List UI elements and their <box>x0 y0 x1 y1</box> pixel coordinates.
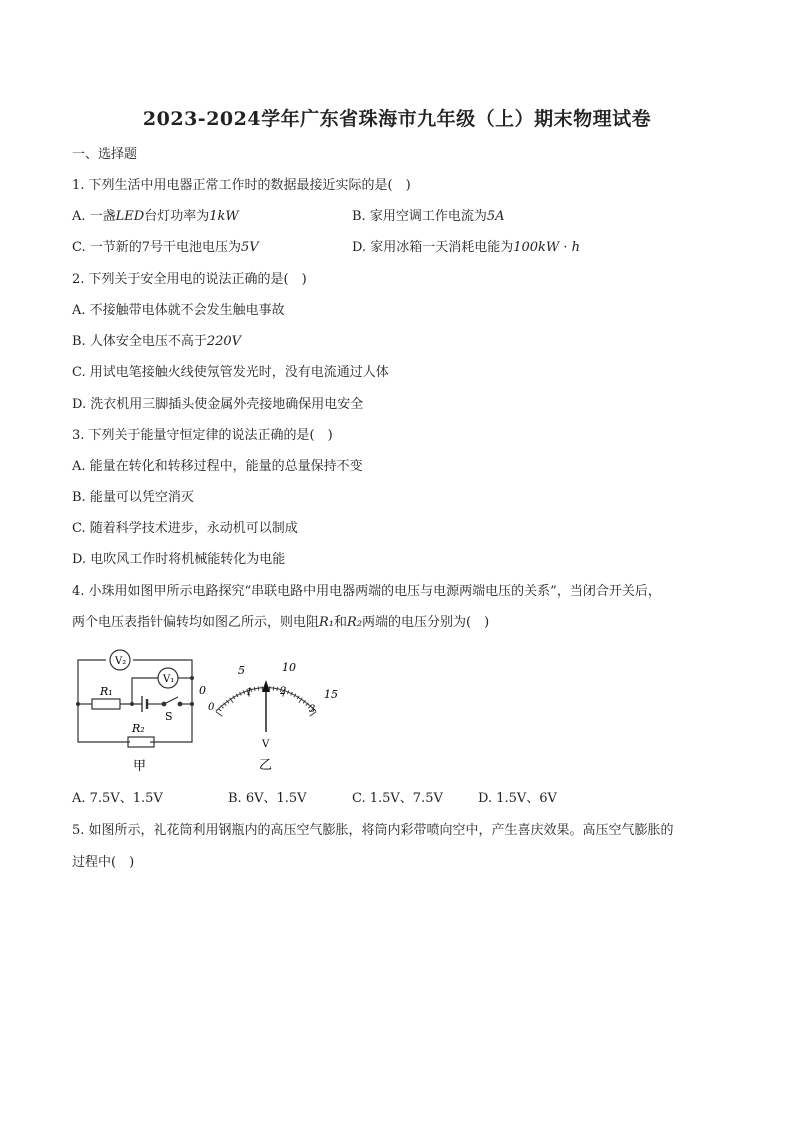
v2-label: V₂ <box>115 656 127 667</box>
top-tick-5: 5 <box>238 664 245 677</box>
figure-jia-label: 甲 <box>133 759 147 774</box>
q2-option-a: A. 不接触带电体就不会发生触电事故 <box>72 303 285 318</box>
q5-stem-line2: 过程中( ) <box>72 855 135 870</box>
q3-option-c: C. 随着科学技术进步，永动机可以制成 <box>72 521 298 536</box>
page-title: 2023-2024学年广东省珠海市九年级（上）期末物理试卷 <box>142 108 652 130</box>
v1-label: V₁ <box>163 674 175 685</box>
top-tick-15: 15 <box>324 688 338 701</box>
top-tick-0: 0 <box>199 684 206 697</box>
figure-yi-label: 乙 <box>259 758 273 773</box>
dial-tick <box>216 712 223 717</box>
section-heading: 一、选择题 <box>72 147 138 162</box>
q5-stem-line1: 5. 如图所示，礼花筒利用钢瓶内的高压空气膨胀，将筒内彩带喷向空中，产生喜庆效果。高压空气膨胀的 <box>72 823 674 838</box>
q1-option-a: A. 一盏LED台灯功率为1kW <box>72 209 239 224</box>
voltmeter-dial <box>196 656 346 776</box>
unit-label: V <box>262 739 270 750</box>
q4-stem-line2: 两个电压表指针偏转均如图乙所示，则电阻R₁和R₂两端的电压分别为( ) <box>72 615 490 630</box>
bottom-tick-0: 0 <box>208 702 215 713</box>
top-tick-10: 10 <box>282 661 296 674</box>
q1-stem: 1. 下列生活中用电器正常工作时的数据最接近实际的是( ) <box>72 178 411 193</box>
q3-option-b: B. 能量可以凭空消灭 <box>72 490 194 505</box>
circuit-diagram <box>70 648 200 776</box>
q4-option-a: A. 7.5V、1.5V <box>72 791 163 806</box>
q2-option-b: B. 人体安全电压不高于220V <box>72 334 242 349</box>
r2-label: R₂ <box>132 722 145 735</box>
q2-option-c: C. 用试电笔接触火线使氖管发光时，没有电流通过人体 <box>72 365 389 380</box>
q4-stem-line1: 4. 小珠用如图甲所示电路探究“串联电路中用电器两端的电压与电源两端电压的关系”，当闭合开关后， <box>72 584 661 599</box>
q1-option-d: D. 家用冰箱一天消耗电能为100kW · h <box>352 240 581 255</box>
q3-stem: 3. 下列关于能量守恒定律的说法正确的是( ) <box>72 428 333 443</box>
q2-option-d: D. 洗衣机用三脚插头使金属外壳接地确保用电安全 <box>72 397 364 412</box>
q4-option-c: C. 1.5V、7.5V <box>352 791 443 806</box>
q4-option-b: B. 6V、1.5V <box>228 791 307 806</box>
q1-option-b: B. 家用空调工作电流为5A <box>352 209 505 224</box>
q3-option-d: D. 电吹风工作时将机械能转化为电能 <box>72 552 286 567</box>
bottom-tick-2: 2 <box>280 686 287 697</box>
bottom-tick-3: 3 <box>309 704 316 715</box>
q3-option-a: A. 能量在转化和转移过程中，能量的总量保持不变 <box>72 459 363 474</box>
q2-stem: 2. 下列关于安全用电的说法正确的是( ) <box>72 272 307 287</box>
r1-label: R₁ <box>100 685 113 698</box>
q1-option-c: C. 一节新的7号干电池电压为5V <box>72 240 259 255</box>
q4-option-d: D. 1.5V、6V <box>478 791 557 806</box>
resistor-r1-icon <box>92 699 120 709</box>
bottom-tick-1: 1 <box>246 687 253 698</box>
switch-label: S <box>165 710 173 723</box>
